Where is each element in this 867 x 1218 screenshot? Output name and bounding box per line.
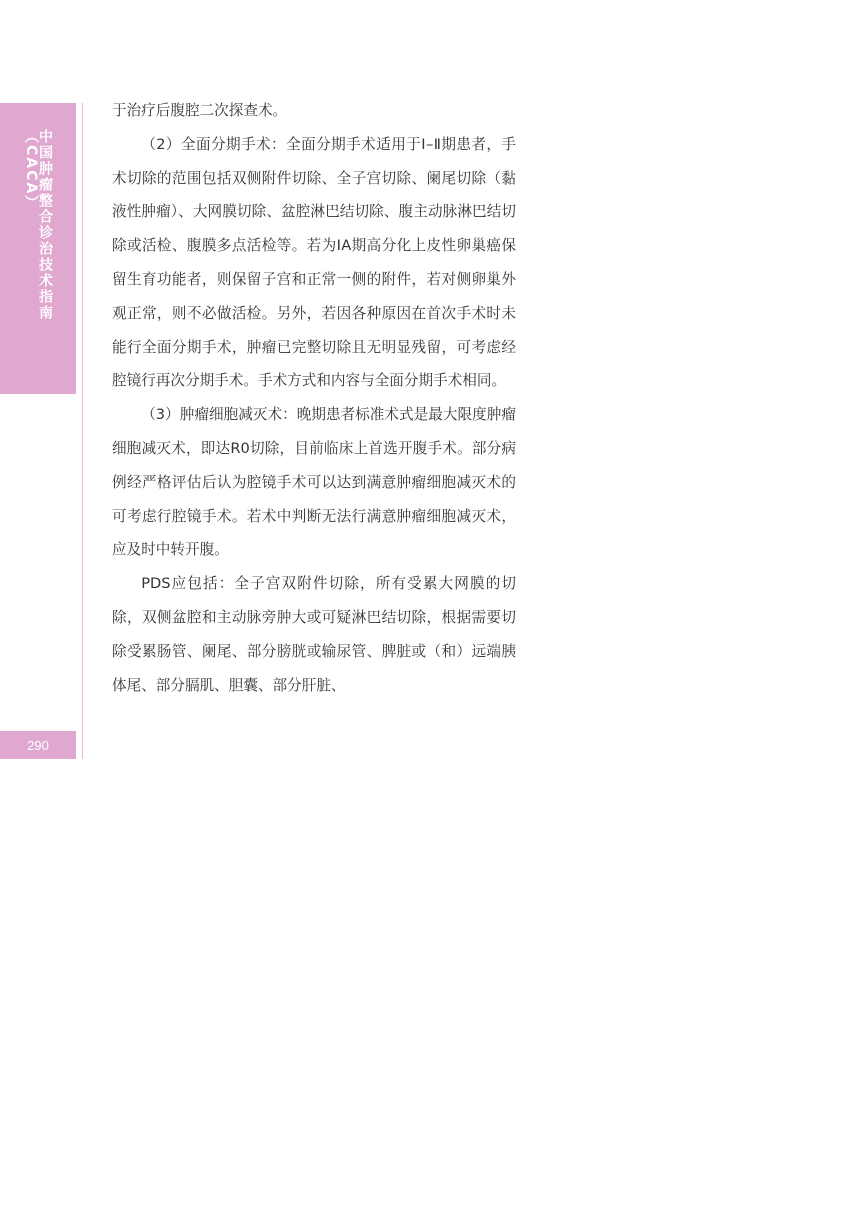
paragraph-staging-surgery: （2）全面分期手术：全面分期手术适用于Ⅰ–Ⅱ期患者，手术切除的范围包括双侧附件切除、全子宫切除、阑尾切除（黏液性肿瘤）、大网膜切除、盆腔淋巴结切除、腹主动脉淋巴结切除或活检、腹膜多点活检等。若为ⅠA期高分化上皮性卵巢癌保留生育功能者，则保留子宫和正常一侧的附件，若对侧卵巢外观正常，则不必做活检。另外，若因各种原因在首次手术时未能行全面分期手术，肿瘤已完整切除且无明显残留，可考虑经腔镜行再次分期手术。手术方式和内容与全面分期手术相同。 [112,135,516,390]
paragraph-cytoreduction: （3）肿瘤细胞减灭术：晚期患者标准术式是最大限度肿瘤细胞减灭术，即达R0切除，目前临床上首选开腹手术。部分病例经严格评估后认为腔镜手术可以达到满意肿瘤细胞减灭术的可考虑行腔镜手术。若术中判断无法行满意肿瘤细胞减灭术，应及时中转开腹。 [112,406,516,559]
book-title: 中国肿瘤整合诊治技术指南（CACA） [23,129,53,321]
margin-rule [82,103,83,759]
paragraph-pds: PDS应包括：全子宫双附件切除，所有受累大网膜的切除，双侧盆腔和主动脉旁肿大或可疑淋巴结切除，根据需要切除受累肠管、阑尾、部分膀胱或输尿管、脾脏或（和）远端胰体尾、部分膈肌、胆囊、部分肝脏、 [112,575,516,694]
page-number: 290 [0,731,76,759]
body-text [112,94,516,702]
paragraph-continuation: 于治疗后腹腔二次探查术。 [112,102,288,119]
side-tab [0,103,76,394]
